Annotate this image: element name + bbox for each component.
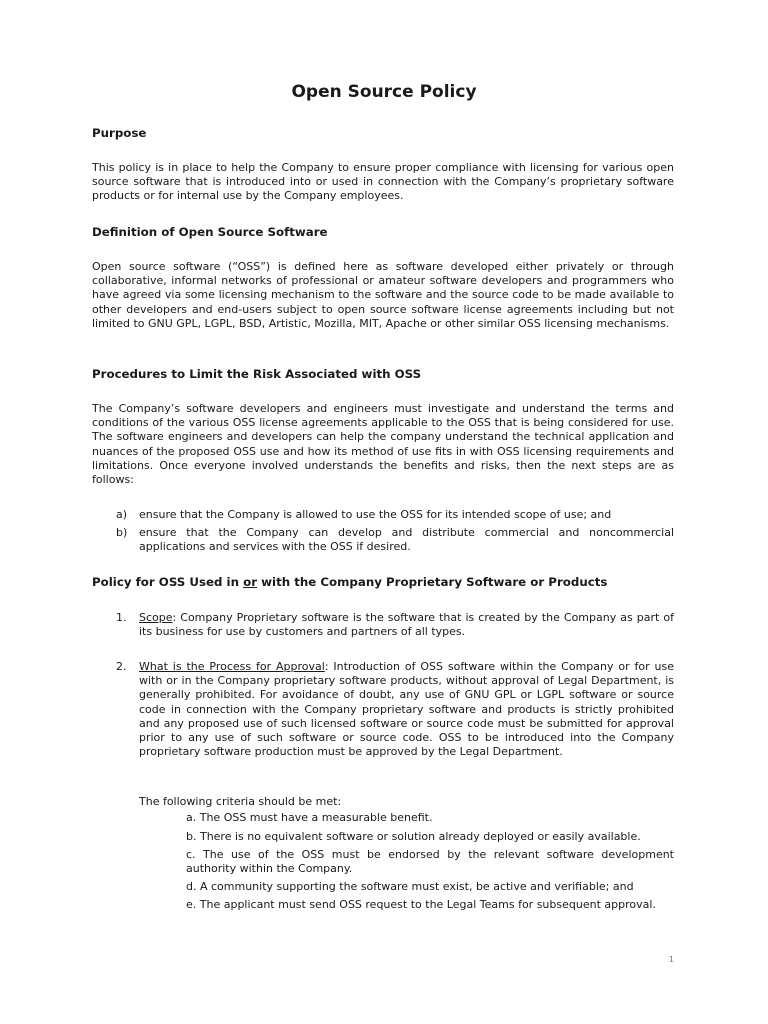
policy-heading-or: or bbox=[243, 575, 258, 589]
item-term: Scope bbox=[139, 611, 173, 624]
item-term: What is the Process for Approval bbox=[139, 660, 325, 673]
definition-paragraph: Open source software (“OSS”) is defined here as software developed either privately or through collaborative, informal networks of professional or amateur software developers and programmers who have agreed via some licensing mechanism to the software and the source code to be made available to other developers and end-users subject to open source software license agreements including but not limited to GNU GPL, LGPL, BSD, Artistic, Mozilla, MIT, Apache or other similar OSS licensing mechanisms. bbox=[92, 260, 674, 330]
list-item bbox=[116, 526, 674, 554]
list-marker: b) bbox=[116, 526, 128, 539]
list-marker: a) bbox=[116, 508, 128, 521]
page-number: 1 bbox=[668, 955, 674, 964]
criteria-item: e. The applicant must send OSS request to the Legal Teams for subsequent approval. bbox=[186, 898, 656, 911]
numbered-item-approval bbox=[116, 660, 674, 759]
definition-heading: Definition of Open Source Software bbox=[92, 225, 328, 239]
criteria-intro: The following criteria should be met: bbox=[139, 795, 342, 808]
list-text: ensure that the Company is allowed to use the OSS for its intended scope of use; and bbox=[139, 508, 612, 521]
item-body: : Introduction of OSS software within the Company or for use with or in the Company proprietary software products, without approval of Legal Department, is generally prohibited. For avoidance of doubt, any use of GNU GPL or LGPL software or source code in connection with the Company proprietary software and products is strictly prohibited and any proposed use of such licensed software or source code must be submitted for approval prior to any use of such software or source code. OSS to be introduced into the Company proprietary software production must be approved by the Legal Department. bbox=[139, 660, 674, 759]
procedures-heading: Procedures to Limit the Risk Associated with OSS bbox=[92, 367, 422, 381]
criteria-item: d. A community supporting the software must exist, be active and verifiable; and bbox=[186, 880, 634, 893]
policy-heading-post: with the Company Proprietary Software or Products bbox=[257, 575, 608, 589]
procedures-paragraph: The Company’s software developers and engineers must investigate and understand the terms and conditions of the various OSS license agreements applicable to the OSS that is being considered for use. The software engineers and developers can help the company understand the technical application and nuances of the proposed OSS use and how its method of use fits in with OSS licensing requirements and limitations. Once everyone involved understands the benefits and risks, then the next steps are as follows: bbox=[92, 402, 674, 487]
purpose-paragraph: This policy is in place to help the Company to ensure proper compliance with licensing for various open source software that is introduced into or used in connection with the Company’s proprietary software products or for internal use by the Company employees. bbox=[92, 161, 674, 203]
criteria-item: a. The OSS must have a measurable benefit. bbox=[186, 811, 433, 824]
list-text bbox=[139, 660, 674, 759]
criteria-item: b. There is no equivalent software or solution already deployed or easily available. bbox=[186, 830, 641, 843]
document-title: Open Source Policy bbox=[291, 82, 477, 102]
list-text bbox=[139, 611, 674, 639]
purpose-heading: Purpose bbox=[92, 126, 147, 140]
list-text: ensure that the Company can develop and distribute commercial and noncommercial applications and services with the OSS if desired. bbox=[139, 526, 674, 554]
policy-heading-pre: Policy for OSS Used in bbox=[92, 575, 244, 589]
policy-heading bbox=[92, 575, 607, 589]
numbered-item-scope bbox=[116, 611, 674, 639]
list-item bbox=[116, 508, 674, 522]
item-body: : Company Proprietary software is the software that is created by the Company as part of its business for use by customers and partners of all types. bbox=[139, 611, 674, 639]
list-marker: 2. bbox=[116, 660, 127, 673]
criteria-item: c. The use of the OSS must be endorsed by the relevant software development authority within the Company. bbox=[186, 848, 674, 876]
list-marker: 1. bbox=[116, 611, 127, 624]
